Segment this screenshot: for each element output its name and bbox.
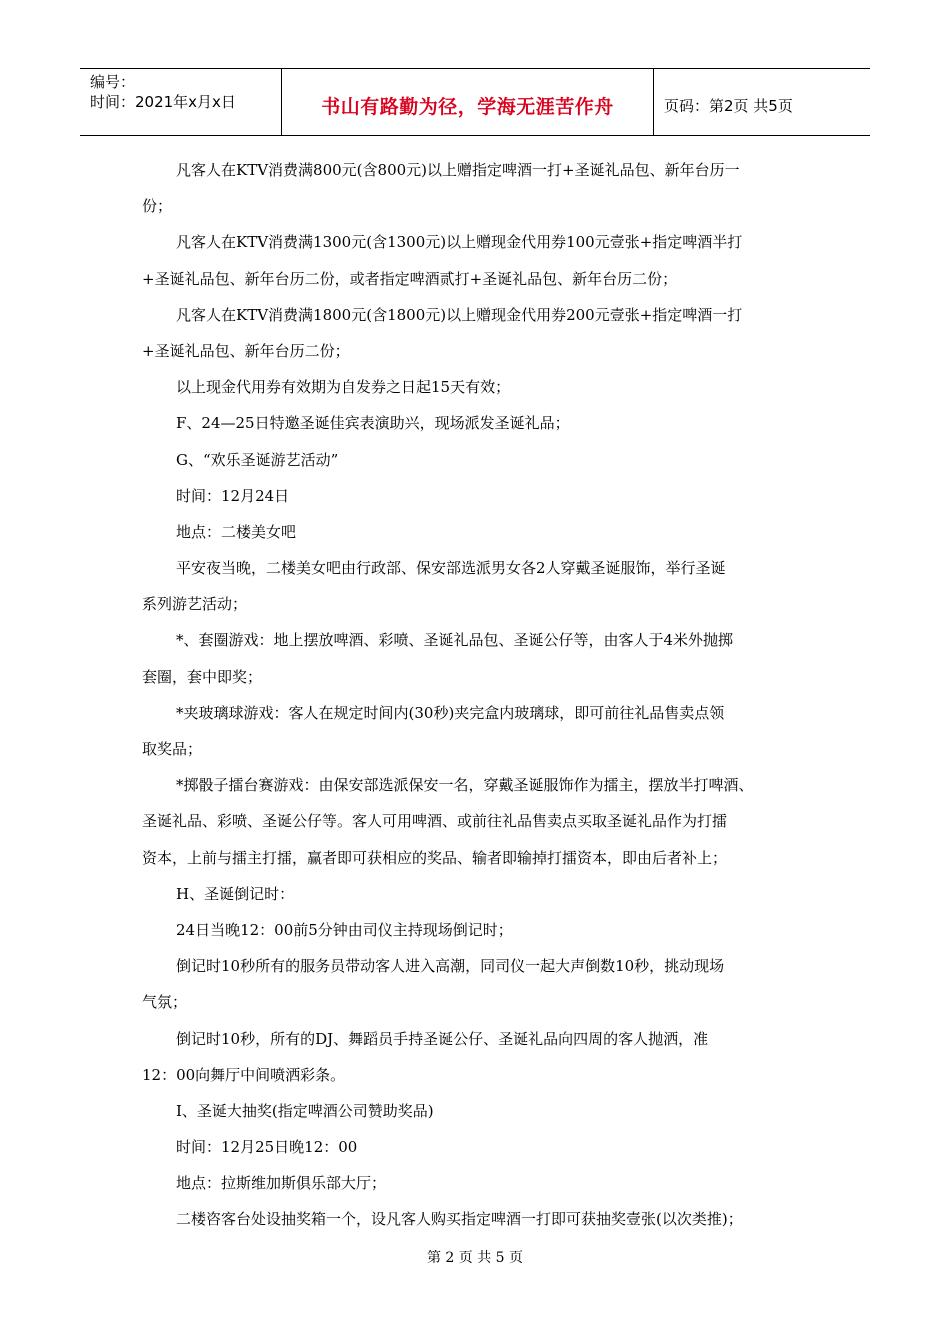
text-line: 气氛； — [142, 993, 188, 1012]
document-body — [142, 152, 806, 1238]
text-line: 凡客人在KTV消费满1300元(含1300元)以上赠现金代用券100元壹张+指定啤酒半打 — [176, 233, 743, 252]
text-line: 倒记时10秒，所有的DJ、舞蹈员手持圣诞公仔、圣诞礼品向四周的客人抛洒，准 — [176, 1029, 709, 1048]
text-line: 时间：12月25日晚12：00 — [176, 1138, 358, 1157]
text-line: 套圈，套中即奖； — [142, 667, 263, 686]
text-line: H、圣诞倒记时： — [176, 884, 295, 903]
text-line: 12：00向舞厅中间喷洒彩条。 — [142, 1065, 346, 1084]
header-table — [80, 68, 870, 136]
header-left-cell — [80, 69, 282, 135]
text-line: 资本，上前与擂主打擂，赢者即可获相应的奖品、输者即输掉打擂资本，即由后者补上； — [142, 848, 728, 867]
text-line: 地点：二楼美女吧 — [176, 522, 297, 541]
header-page-label: 页码：第2页 共5页 — [664, 96, 793, 115]
text-line: 凡客人在KTV消费满1800元(含1800元)以上赠现金代用券200元壹张+指定啤酒一打 — [176, 305, 743, 324]
text-line: 平安夜当晚，二楼美女吧由行政部、保安部选派男女各2人穿戴圣诞服饰，举行圣诞 — [176, 559, 726, 578]
text-line: G、“欢乐圣诞游艺活动” — [176, 450, 339, 469]
text-line: I、圣诞大抽奖(指定啤酒公司赞助奖品) — [176, 1101, 434, 1120]
text-line: 圣诞礼品、彩喷、圣诞公仔等。客人可用啤酒、或前往礼品售卖点买取圣诞礼品作为打擂 — [142, 812, 728, 831]
text-line: 倒记时10秒所有的服务员带动客人进入高潮，同司仪一起大声倒数10秒，挑动现场 — [176, 957, 725, 976]
text-line: 24日当晚12：00前5分钟由司仪主持现场倒记时； — [176, 920, 513, 939]
text-line: +圣诞礼品包、新年台历二份，或者指定啤酒贰打+圣诞礼品包、新年台历二份； — [142, 269, 678, 288]
text-line: *掷骰子擂台赛游戏：由保安部选派保安一名，穿戴圣诞服饰作为擂主，摆放半打啤酒、 — [176, 776, 754, 795]
text-line: 时间：12月24日 — [176, 486, 290, 505]
number-label: 编号： — [90, 73, 136, 91]
text-line: *、套圈游戏：地上摆放啤酒、彩喷、圣诞礼品包、圣诞公仔等，由客人于4米外抛掷 — [176, 631, 734, 650]
text-line: 系列游艺活动； — [142, 595, 248, 614]
date-label: 时间：2021年x月x日 — [90, 93, 236, 111]
text-line: 凡客人在KTV消费满800元(含800元)以上赠指定啤酒一打+圣诞礼品包、新年台历一 — [176, 161, 740, 179]
text-line: +圣诞礼品包、新年台历二份； — [142, 341, 350, 360]
text-line: 取奖品； — [142, 740, 203, 758]
text-line: *夹玻璃球游戏：客人在规定时间内(30秒)夹完盒内玻璃球，即可前往礼品售卖点领 — [176, 703, 725, 722]
text-line: 份； — [142, 197, 173, 216]
text-line: 二楼咨客台处设抽奖箱一个，设凡客人购买指定啤酒一打即可获抽奖壹张(以次类推)； — [176, 1210, 743, 1229]
text-line: F、24—25日特邀圣诞佳宾表演助兴，现场派发圣诞礼品； — [176, 414, 570, 433]
text-line: 以上现金代用券有效期为自发券之日起15天有效； — [176, 378, 511, 397]
header-motto: 书山有路勤为径，学海无涯苦作舟 — [282, 69, 654, 135]
page-footer: 第 2 页 共 5 页 — [426, 1250, 524, 1266]
text-line: 地点：拉斯维加斯俱乐部大厅； — [176, 1174, 387, 1193]
